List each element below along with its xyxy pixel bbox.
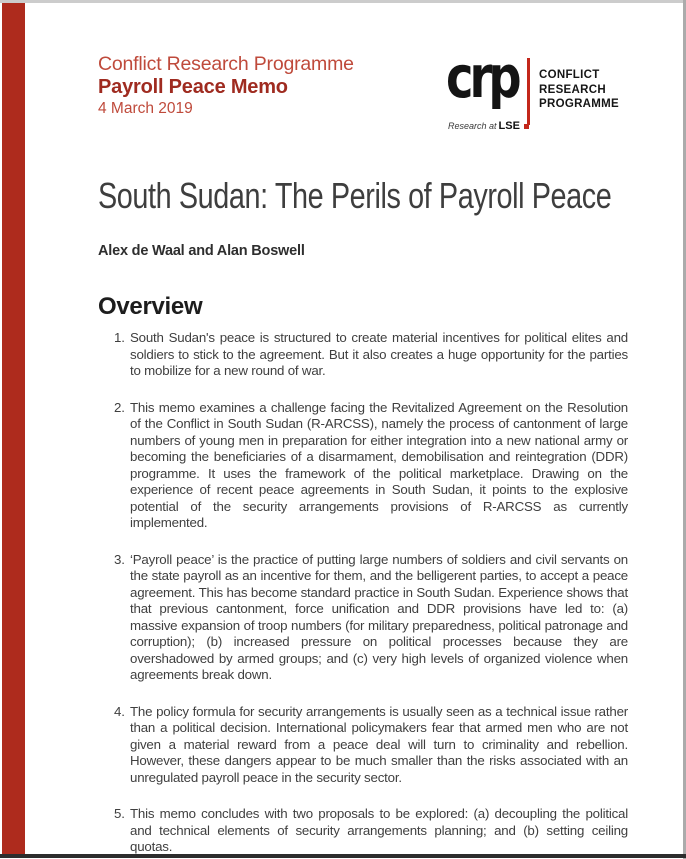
memo-date: 4 March 2019 (98, 100, 193, 117)
list-item (98, 330, 628, 380)
crp-logo (440, 43, 655, 139)
document-title: South Sudan: The Perils of Payroll Peace (98, 175, 612, 216)
section-heading-overview: Overview (98, 293, 203, 320)
logo-wordmark (539, 68, 619, 112)
list-item-number: 2. (114, 399, 125, 415)
tagline-lse: LSE (498, 120, 520, 132)
list-item-number: 4. (114, 703, 125, 719)
list-item-text: This memo examines a challenge facing the Revitalized Agreement on the Resolution of the Conflict in South Sudan (R-ARCSS), namely the process of cantonment of large numbers of young men in preparation for either integration into a new national army or becoming the beneficiaries of a disarmament, demobilisation and reintegration (DDR) programme. It uses the framework of the political marketplace. Drawing on the experience of recent peace agreements in South Sudan, it points to the explosive potential of the security arrangements provisions of R-ARCSS as currently implemented. (130, 399, 628, 530)
list-item-text: ‘Payroll peace’ is the practice of putting large numbers of soldiers and civil servants on the state payroll as an incentive for them, and the belligerent parties, to accept a peace agreement. This has become standard practice in South Sudan. Experience shows that that previous cantonment, force unification and DDR provisions have led to: (a) massive expansion of troop numbers (for military preparedness, political patronage and corruption); (b) increased pressure on political processes because they are overshadowed by armed groups; and (c) very high levels of organized violence when agreements break down. (130, 551, 628, 682)
brand-red-sidebar (2, 3, 25, 854)
lse-red-square-icon (524, 124, 529, 129)
list-item-text: The policy formula for security arrangements is usually seen as a technical issue rather than a political decision. International policymakers fear that armed men who are not given a material reward from a peace deal will turn to criminality and rebellion. However, these dangers appear to be much smaller than the risks associated with an unregulated payroll peace in the security sector. (130, 703, 628, 785)
masthead (98, 52, 354, 119)
logo-word-programme: PROGRAMME (539, 98, 620, 110)
logo-word-conflict: CONFLICT (539, 69, 600, 81)
list-item (98, 806, 628, 856)
list-item-number: 1. (114, 330, 125, 345)
tagline-research-at: Research at (448, 121, 497, 131)
list-item-text: This memo concludes with two proposals to be explored: (a) decoupling the political and technical elements of security arrangements planning; and (b) setting ceiling quotas. (130, 806, 628, 854)
programme-name: Conflict Research Programme (98, 53, 354, 75)
list-item-number: 3. (114, 551, 125, 567)
list-item (98, 552, 628, 684)
list-item (98, 704, 628, 787)
overview-numbered-list (98, 330, 628, 859)
logo-divider (527, 58, 530, 125)
document-authors: Alex de Waal and Alan Boswell (98, 243, 305, 259)
crp-monogram-icon: crp (446, 43, 518, 111)
page-top-border (0, 0, 686, 3)
logo-tagline (448, 120, 529, 132)
list-item-number: 5. (114, 806, 125, 821)
memo-series-title: Payroll Peace Memo (98, 76, 288, 98)
logo-word-research: RESEARCH (539, 83, 606, 96)
list-item (98, 400, 628, 532)
list-item-text: South Sudan's peace is structured to create material incentives for political elites and soldiers to stick to the agreement. But it also creates a huge opportunity for the parties to mobilize for a new round of war. (130, 330, 628, 378)
